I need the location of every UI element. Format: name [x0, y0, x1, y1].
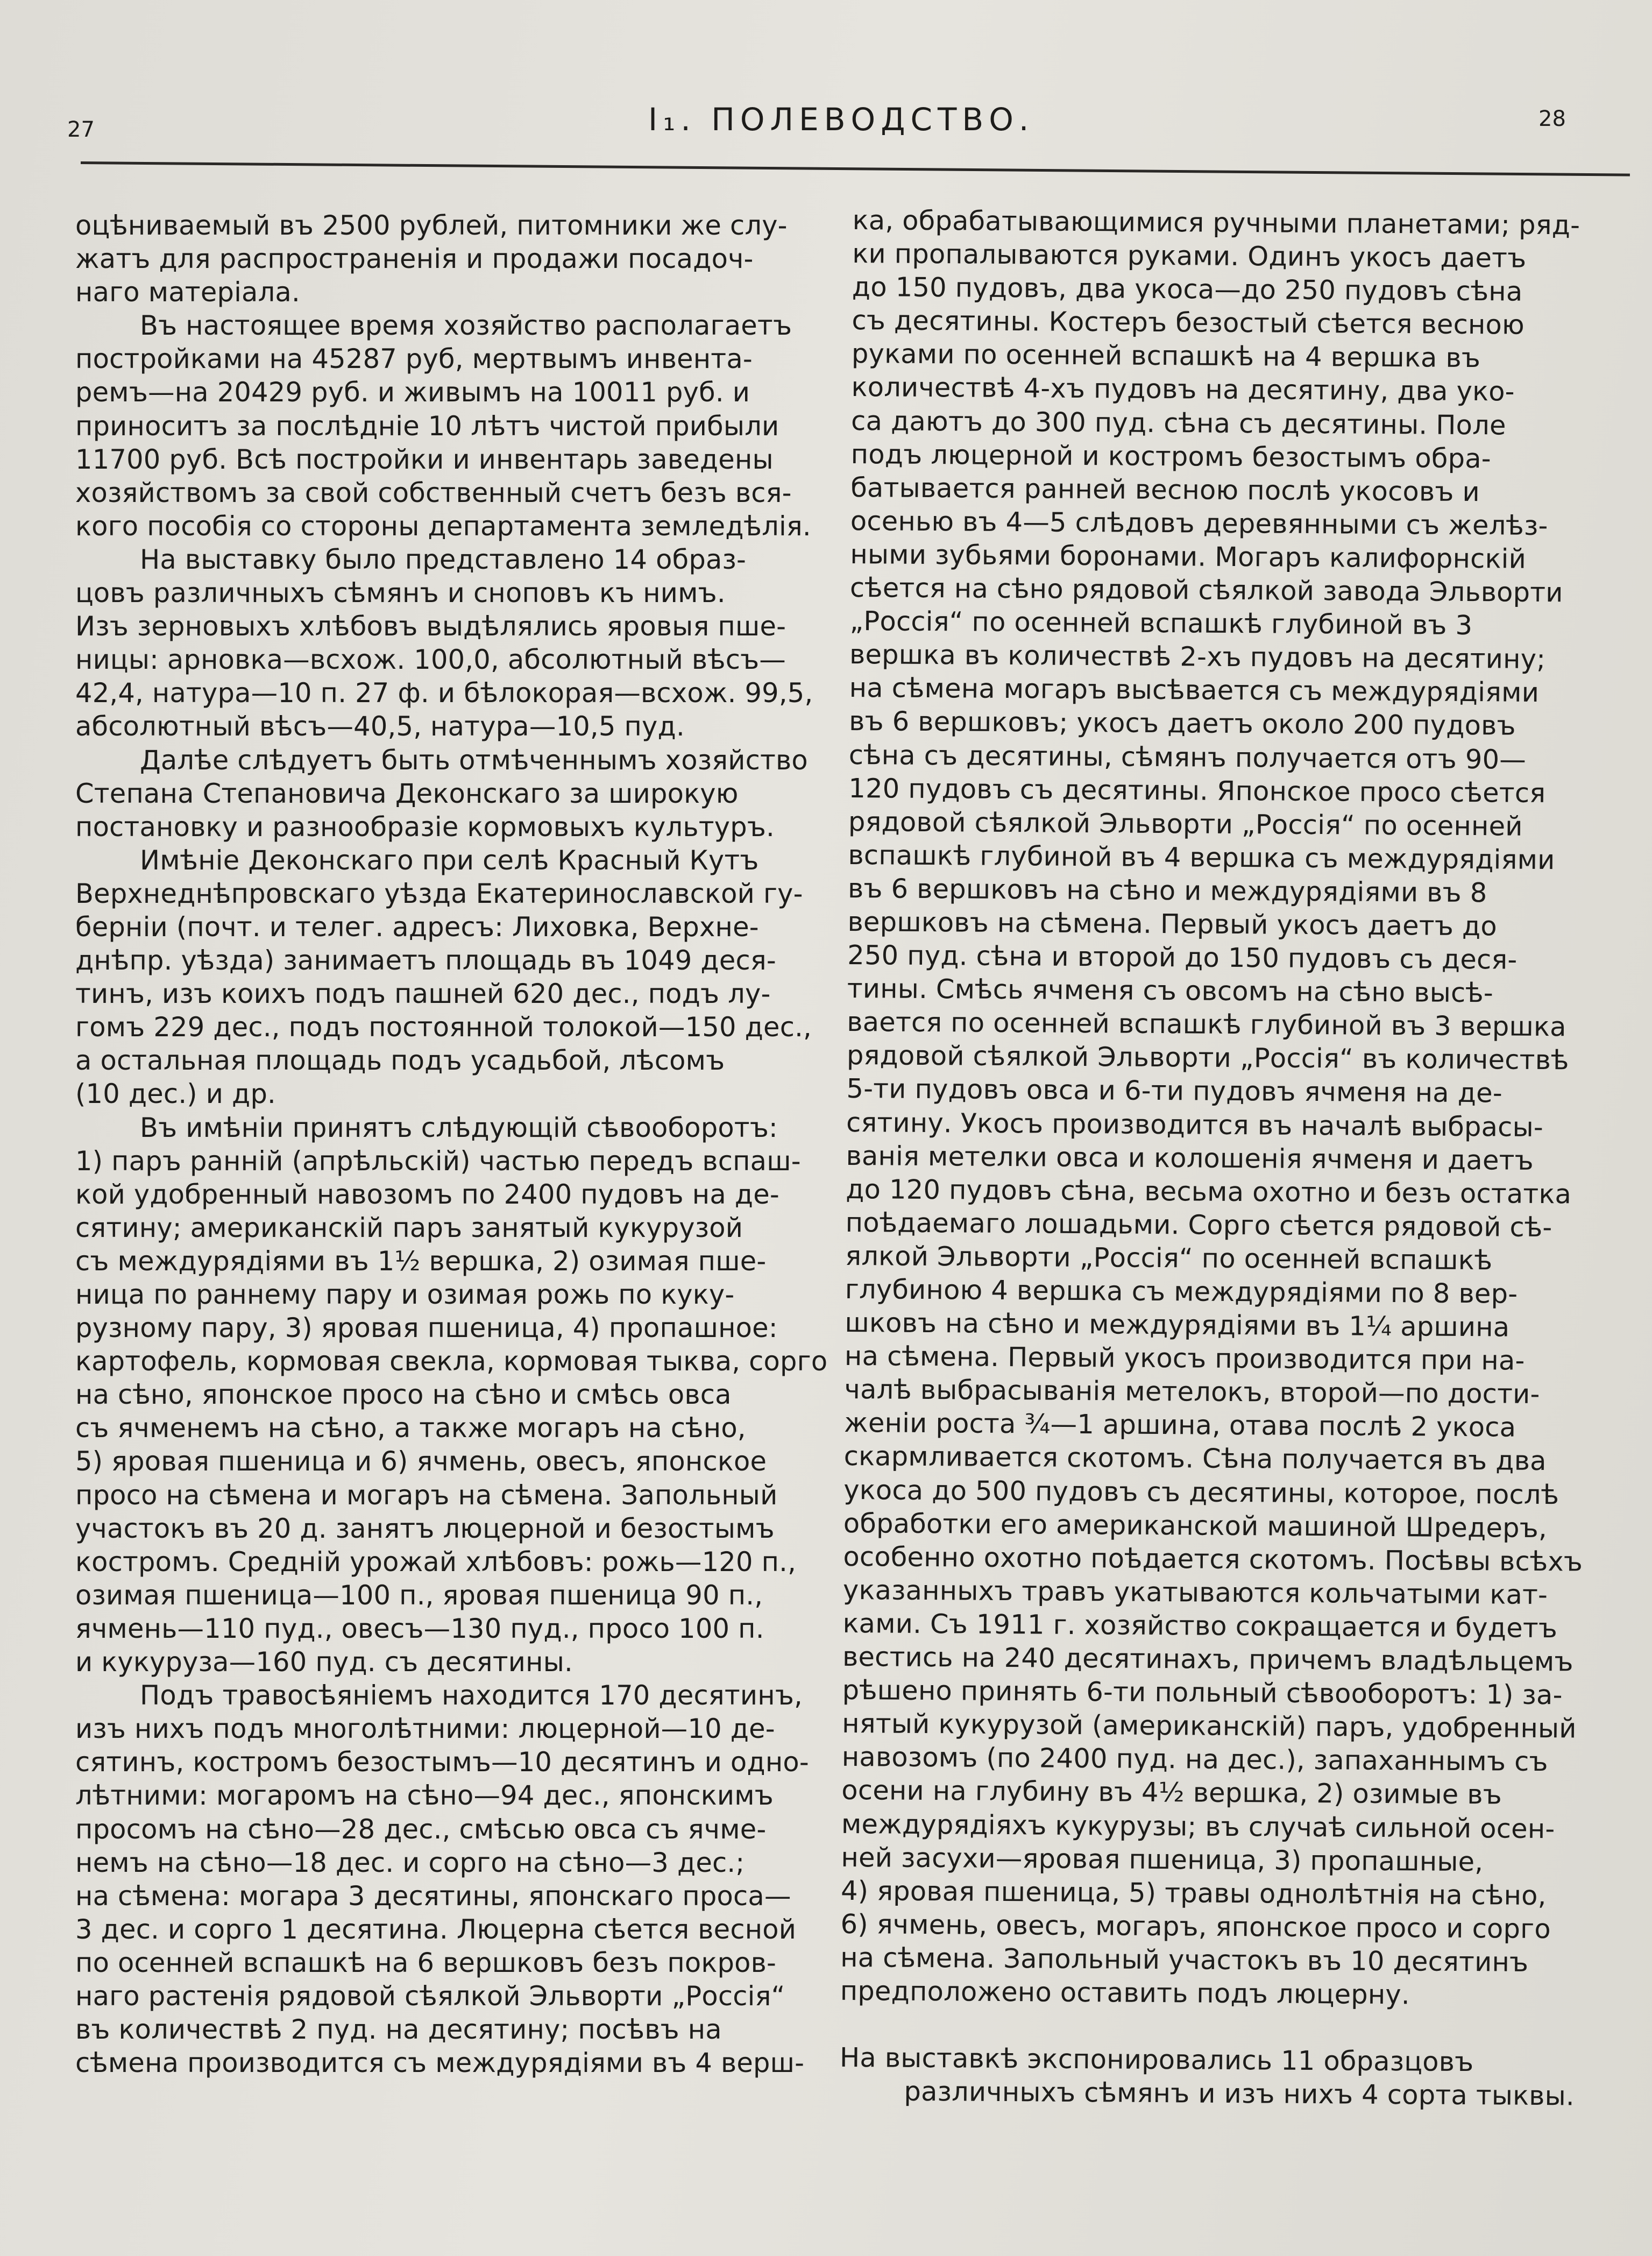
text-line: количествѣ 4-хъ пудовъ на десятину, два уко- [851, 371, 1515, 408]
text-line: 3 дес. и сорго 1 десятина. Люцерна сѣется весной [75, 1913, 797, 1945]
text-line: на сѣмена. Запольный участокъ въ 10 десятинъ [840, 1941, 1529, 1978]
text-line: просомъ на сѣно—28 дес., смѣсью овса съ ячме- [75, 1813, 767, 1845]
text-line: кой удобренный навозомъ по 2400 пудовъ на де- [75, 1178, 779, 1210]
text-line: озимая пшеница—100 п., яровая пшеница 90 п., [75, 1579, 763, 1611]
text-line: ней засухи—яровая пшеница, 3) пропашные, [841, 1841, 1484, 1877]
text-line: ка, обрабатывающимися ручными планетами; ряд- [852, 204, 1580, 241]
text-line: абсолютный вѣсъ—40,5, натура—10,5 пуд. [75, 711, 685, 742]
text-line: постройками на 45287 руб, мертвымъ инвента- [75, 343, 753, 375]
text-line: шковъ на сѣно и междурядіями въ 1¼ аршина [845, 1307, 1510, 1343]
text-line: ванія метелки овса и колошенія ячменя и даетъ [846, 1140, 1534, 1176]
text-line: женіи роста ¾—1 аршина, отава послѣ 2 укоса [843, 1407, 1516, 1444]
text-line: ными зубьями боронами. Могаръ калифорнскій [850, 538, 1527, 575]
right-column [839, 203, 1627, 2113]
text-line: сятину. Укосъ производится въ началѣ выбрасы- [846, 1106, 1544, 1143]
text-line: (10 дес.) и др. [75, 1078, 276, 1110]
text-line: изъ нихъ подъ многолѣтними: люцерной—10 де- [75, 1713, 775, 1745]
text-line: сятинъ, костромъ безостымъ—10 десятинъ и одно- [75, 1746, 809, 1778]
text-line: жатъ для распространенія и продажи посадоч- [75, 243, 754, 275]
text-line: на сѣно, японское просо на сѣно и смѣсь овса [75, 1379, 732, 1411]
text-line: осени на глубину въ 4½ вершка, 2) озимые въ [841, 1774, 1502, 1811]
text-line: са даютъ до 300 пуд. сѣна съ десятины. Поле [850, 405, 1506, 441]
text-line: цовъ различныхъ сѣмянъ и сноповъ къ нимъ. [75, 577, 726, 609]
text-line: ялкой Эльворти „Россія“ по осенней вспашкѣ [845, 1240, 1493, 1276]
text-line: Изъ зерновыхъ хлѣбовъ выдѣлялись яровыя пше- [75, 611, 786, 642]
text-line: хозяйствомъ за свой собственный счетъ безъ вся- [75, 477, 792, 508]
running-head: I₁. ПОЛЕВОДСТВО. [648, 101, 1034, 138]
text-line: подъ люцерной и костромъ безостымъ обра- [850, 438, 1492, 474]
text-line [840, 2007, 1614, 2046]
text-line: ница по раннему пару и озимая рожь по куку- [75, 1279, 735, 1310]
text-line: 5-ти пудовъ овса и 6-ти пудовъ ячменя на де- [846, 1073, 1503, 1109]
text-line: вспашкѣ глубиной въ 4 вершка съ междурядіями [848, 839, 1555, 875]
text-line: междурядіяхъ кукурузы; въ случаѣ сильной осен- [841, 1808, 1555, 1844]
text-line: кого пособія со стороны департамента земледѣлія. [75, 510, 811, 542]
text-line: постановку и разнообразіе кормовыхъ культуръ. [75, 811, 775, 843]
text-line: въ количествѣ 2 пуд. на десятину; посѣвъ на [75, 2014, 722, 2046]
text-line: батывается ранней весною послѣ укосовъ и [850, 471, 1480, 507]
text-line: чалѣ выбрасыванія метелокъ, второй—по дости- [844, 1374, 1540, 1410]
text-line: сѣется на сѣно рядовой сѣялкой завода Эльворти [849, 572, 1563, 609]
text-line: гомъ 229 дес., подъ постоянной толокой—150 дес., [75, 1012, 812, 1043]
text-line: лѣтними: могаромъ на сѣно—94 дес., японскимъ [75, 1780, 774, 1812]
text-line: съ десятины. Костеръ безостый сѣется весною [852, 305, 1525, 341]
text-line: въ 6 вершковъ; укосъ даетъ около 200 пудовъ [849, 705, 1516, 742]
text-line: ремъ—на 20429 руб. и живымъ на 10011 руб. и [75, 377, 750, 408]
text-line: скармливается скотомъ. Сѣна получается въ два [843, 1440, 1547, 1477]
text-line: нятый кукурузой (американскій) паръ, удобренный [842, 1708, 1577, 1744]
text-line: различныхъ сѣмянъ и изъ нихъ 4 сорта тыквы. [904, 2076, 1575, 2112]
text-line: 42,4, натура—10 п. 27 ф. и бѣлокорая—всхож. 99,5, [75, 677, 813, 709]
header-rule [81, 161, 1630, 176]
text-line: картофель, кормовая свекла, кормовая тыква, сорго [75, 1346, 828, 1377]
text-line: ницы: арновка—всхож. 100,0, абсолютный вѣсъ— [75, 644, 786, 676]
text-line: а остальная площадь подъ усадьбой, лѣсомъ [75, 1045, 725, 1077]
text-line: вершка въ количествѣ 2-хъ пудовъ на десятину; [849, 639, 1546, 675]
text-line: 5) яровая пшеница и 6) ячмень, овесъ, японское [75, 1446, 767, 1477]
text-line: рѣшено принять 6-ти польный сѣвооборотъ: 1) за- [842, 1674, 1563, 1711]
text-line: обработки его американской машиной Шредеръ, [843, 1507, 1548, 1544]
text-line: съ междурядіями въ 1½ вершка, 2) озимая пше- [75, 1245, 767, 1277]
text-line: Подъ травосѣяніемъ находится 170 десятинъ, [140, 1680, 803, 1712]
text-line: по осенней вспашкѣ на 6 вершковъ безъ покров- [75, 1947, 777, 1978]
text-line: Въ имѣніи принятъ слѣдующій сѣвооборотъ: [140, 1112, 778, 1143]
text-line: 6) ячмень, овесъ, могаръ, японское просо и сорго [840, 1908, 1551, 1944]
text-line: навозомъ (по 2400 пуд. на дес.), запаханнымъ съ [841, 1741, 1548, 1778]
text-line: поѣдаемаго лошадьми. Сорго сѣется рядовой сѣ- [845, 1206, 1552, 1243]
text-line: въ 6 вершковъ на сѣно и междурядіями въ 8 [847, 872, 1487, 909]
text-line: На выставкѣ экспонировались 11 образцовъ [839, 2042, 1474, 2078]
text-line: вается по осенней вспашкѣ глубиной въ 3 вершка [847, 1006, 1566, 1043]
text-line: на сѣмена: могара 3 десятины, японскаго проса— [75, 1880, 791, 1912]
text-line: руками по осенней вспашкѣ на 4 вершка въ [851, 338, 1481, 374]
text-line: тины. Смѣсь ячменя съ овсомъ на сѣно высѣ- [847, 973, 1494, 1009]
text-line: съ ячменемъ на сѣно, а также могаръ на сѣно, [75, 1412, 746, 1444]
text-line: вестись на 240 десятинахъ, причемъ владѣльцемъ [842, 1640, 1573, 1678]
text-line: сятину; американскій паръ занятый кукурузой [75, 1212, 743, 1243]
text-line: ками. Съ 1911 г. хозяйство сокращается и будетъ [842, 1607, 1558, 1644]
text-line: берніи (почт. и телег. адресъ: Лиховка, Верхне- [75, 911, 759, 943]
text-line: до 150 пудовъ, два укоса—до 250 пудовъ сѣна [852, 271, 1523, 307]
text-line: предположено оставить подъ люцерну. [840, 1975, 1410, 2011]
text-line: ки пропалываются руками. Одинъ укосъ даетъ [852, 238, 1527, 274]
text-line: сѣмена производится съ междурядіями въ 4 верш- [75, 2047, 805, 2079]
text-line: Степана Степановича Деконскаго за широкую [75, 777, 739, 809]
text-line: костромъ. Средній урожай хлѣбовъ: рожь—120 п., [75, 1546, 797, 1578]
text-line: наго матеріала. [75, 277, 300, 308]
text-line: 11700 руб. Всѣ постройки и инвентарь заведены [75, 443, 774, 475]
text-line: 120 пудовъ съ десятины. Японское просо сѣется [848, 772, 1546, 809]
text-line: днѣпр. уѣзда) занимаетъ площадь въ 1049 деся- [75, 945, 776, 977]
text-line: участокъ въ 20 д. занятъ люцерной и безостымъ [75, 1512, 775, 1544]
page-number-left: 27 [67, 117, 95, 142]
text-line: на сѣмена могаръ высѣвается съ междурядіями [849, 672, 1540, 709]
text-line: и кукуруза—160 пуд. съ десятины. [75, 1646, 573, 1678]
text-line: вершковъ на сѣмена. Первый укосъ даетъ до [847, 906, 1498, 942]
text-line: приноситъ за послѣдніе 10 лѣтъ чистой прибыли [75, 410, 779, 442]
text-line: немъ на сѣно—18 дес. и сорго на сѣно—3 дес.; [75, 1847, 745, 1878]
text-line: рядовой сѣялкой Эльворти „Россія“ въ количествѣ [846, 1039, 1569, 1076]
text-line: сѣна съ десятины, сѣмянъ получается отъ 90— [848, 739, 1527, 775]
text-line: рузному пару, 3) яровая пшеница, 4) пропашное: [75, 1312, 778, 1344]
text-line: укоса до 500 пудовъ съ десятины, которое, послѣ [843, 1474, 1559, 1510]
text-line: ячмень—110 пуд., овесъ—130 пуд., просо 100 п. [75, 1613, 764, 1644]
text-line: указанныхъ травъ укатываются кольчатыми кат- [842, 1574, 1548, 1610]
text-line: тинъ, изъ коихъ подъ пашней 620 дес., подъ лу- [75, 978, 771, 1010]
text-line: глубиною 4 вершка съ междурядіями по 8 вер- [845, 1273, 1518, 1310]
page-number-right: 28 [1538, 107, 1566, 131]
text-line: „Россія“ по осенней вспашкѣ глубиной въ 3 [849, 605, 1473, 641]
text-line: 4) яровая пшеница, 5) травы однолѣтнія на сѣно, [840, 1875, 1547, 1911]
text-line: осенью въ 4—5 слѣдовъ деревянными съ желѣз- [850, 505, 1548, 541]
text-line: Далѣе слѣдуетъ быть отмѣченнымъ хозяйство [140, 744, 808, 776]
text-line: Верхнеднѣпровскаго уѣзда Екатеринославской гу- [75, 878, 803, 909]
text-line: особенно охотно поѣдается скотомъ. Посѣвы всѣхъ [843, 1540, 1583, 1578]
text-line: 1) паръ ранній (апрѣльскій) частью передъ вспаш- [75, 1145, 801, 1177]
left-column [75, 209, 828, 2080]
text-line: На выставку было представлено 14 образ- [140, 543, 747, 575]
text-line: Въ настоящее время хозяйство располагаетъ [140, 310, 792, 342]
text-line: рядовой сѣялкой Эльворти „Россія“ по осенней [848, 805, 1523, 842]
text-line: Имѣніе Деконскаго при селѣ Красный Кутъ [140, 844, 759, 876]
text-line: просо на сѣмена и могаръ на сѣмена. Запольный [75, 1479, 778, 1511]
text-line: оцѣниваемый въ 2500 рублей, питомники же слу- [75, 210, 788, 241]
text-line: наго растенія рядовой сѣялкой Эльворти „Россія“ [75, 1980, 785, 2012]
text-line: до 120 пудовъ сѣна, весьма охотно и безъ остатка [846, 1173, 1572, 1210]
text-line: на сѣмена. Первый укосъ производится при на- [844, 1340, 1525, 1376]
text-line: 250 пуд. сѣна и второй до 150 пудовъ съ деся- [847, 939, 1518, 975]
